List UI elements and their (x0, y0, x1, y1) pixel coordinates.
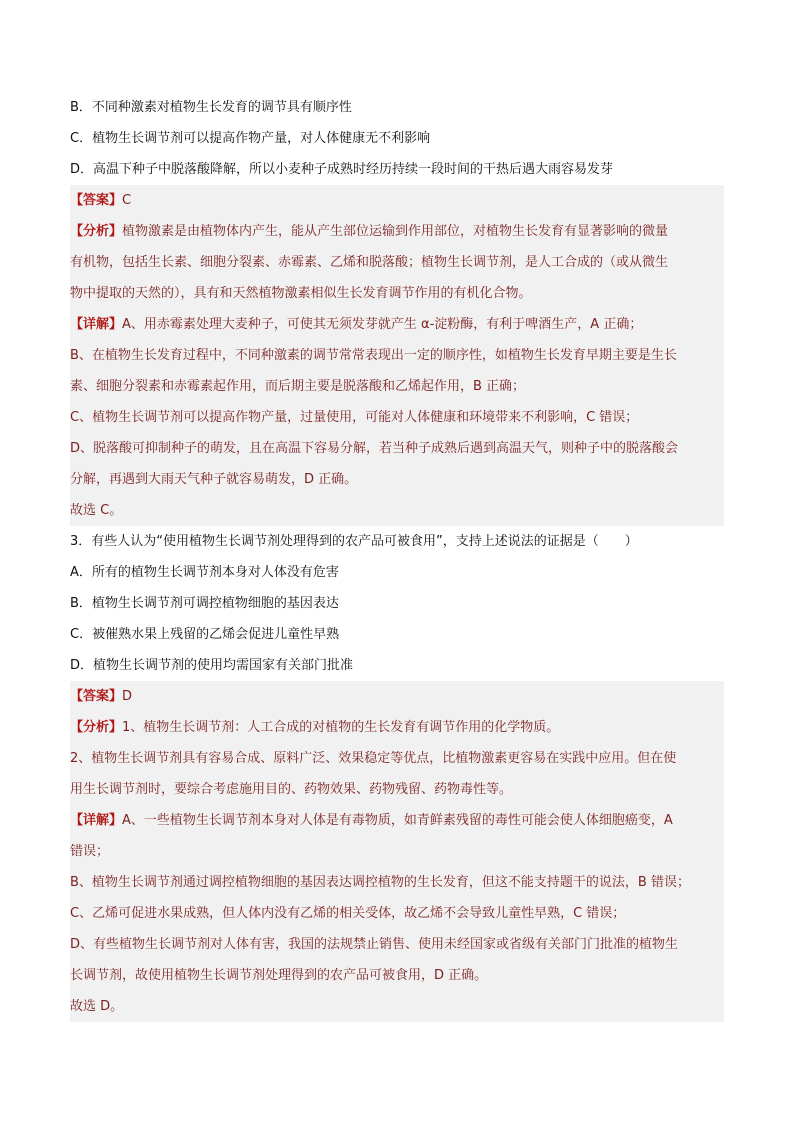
q3-detail-line-1 (70, 805, 724, 836)
q2-analysis-line-1 (70, 216, 724, 247)
q2-options (70, 92, 724, 185)
q2-option-c: C．植物生长调节剂可以提高作物产量，对人体健康无不利影响 (70, 131, 431, 146)
q2-option-b: B．不同种激素对植物生长发育的调节具有顺序性 (70, 100, 352, 115)
q3-detail-line-2: 错误； (70, 844, 110, 859)
q2-analysis-tag: 【分析】 (70, 224, 123, 239)
q3-option-a: A．所有的植物生长调节剂本身对人体没有危害 (70, 565, 339, 580)
q2-detail-text: A、用赤霉素处理大麦种子，可使其无须发芽就产生 α-淀粉酶，有利于啤酒生产，A 正确； (122, 317, 643, 332)
q2-option-d: D．高温下种子中脱落酸降解，所以小麦种子成熟时经历持续一段时间的干热后遇大雨容易发芽 (70, 162, 614, 177)
q2-answer-tag: 【答案】 (70, 193, 123, 208)
q3-analysis-tag: 【分析】 (70, 720, 123, 735)
q3-explanation-block (70, 681, 724, 1022)
q3-detail-text: A、一些植物生长调节剂本身对人体是有毒物质，如青鲜素残留的毒性可能会使人体细胞癌变，A (122, 813, 673, 828)
q3-question (70, 526, 724, 681)
q2-explanation-block (70, 185, 724, 526)
q3-option-d: D．植物生长调节剂的使用均需国家有关部门批准 (70, 658, 354, 673)
q2-detail-line-2: B、在植物生长发育过程中，不同种激素的调节常常表现出一定的顺序性，如植物生长发育早期主要是生长 (70, 348, 677, 363)
q2-detail-line-7: 故选 C。 (70, 503, 123, 518)
q2-detail-line-3: 素、细胞分裂素和赤霉素起作用，而后期主要是脱落酸和乙烯起作用，B 正确； (70, 379, 526, 394)
q3-analysis-text: 1、植物生长调节剂：人工合成的对植物的生长发育有调节作用的化学物质。 (122, 720, 560, 735)
q3-detail-line-4: C、乙烯可促进水果成熟，但人体内没有乙烯的相关受体，故乙烯不会导致儿童性早熟，C 错误； (70, 906, 626, 921)
q3-analysis-line-2: 2、植物生长调节剂具有容易合成、原料广泛、效果稳定等优点，比植物激素更容易在实践中应用。但在使 (70, 751, 677, 766)
q2-analysis-line-3: 物中提取的天然的），具有和天然植物激素相似生长发育调节作用的有机化合物。 (70, 286, 532, 301)
q2-analysis-text: 植物激素是由植物体内产生，能从产生部位运输到作用部位，对植物生长发育有显著影响的微量 (122, 224, 669, 239)
document-page (70, 92, 724, 1022)
q3-detail-line-6: 长调节剂，故使用植物生长调节剂处理得到的农产品可被食用，D 正确。 (70, 968, 488, 983)
q3-stem: 3．有些人认为“使用植物生长调节剂处理得到的农产品可被食用”，支持上述说法的证据是（ ） (70, 534, 638, 549)
q3-detail-line-3: B、植物生长调节剂通过调控植物细胞的基因表达调控植物的生长发育，但这不能支持题干的说法，B 错误； (70, 875, 690, 890)
q2-answer-text: C (122, 193, 132, 208)
q2-detail-tag: 【详解】 (70, 317, 123, 332)
q2-detail-line-6: 分解，再遇到大雨天气种子就容易萌发，D 正确。 (70, 472, 358, 487)
q3-detail-line-7: 故选 D。 (70, 999, 124, 1014)
q3-detail-line-5: D、有些植物生长调节剂对人体有害，我国的法规禁止销售、使用未经国家或省级有关部门门批准的植物生 (70, 937, 679, 952)
q2-detail-line-5: D、脱落酸可抑制种子的萌发，且在高温下容易分解，若当种子成熟后遇到高温天气，则种子中的脱落酸会 (70, 441, 679, 456)
q2-analysis-line-2: 有机物，包括生长素、细胞分裂素、赤霉素、乙烯和脱落酸；植物生长调节剂，是人工合成的（或从微生 (70, 255, 669, 270)
q3-analysis-line-1 (70, 712, 724, 743)
q2-detail-line-1 (70, 309, 724, 340)
q3-detail-tag: 【详解】 (70, 813, 123, 828)
q2-answer (70, 185, 724, 216)
q3-answer (70, 681, 724, 712)
q3-analysis-line-3: 用生长调节剂时，要综合考虑施用目的、药物效果、药物残留、药物毒性等。 (70, 782, 513, 797)
q2-detail-line-4: C、植物生长调节剂可以提高作物产量，过量使用，可能对人体健康和环境带来不利影响，C 错误； (70, 410, 639, 425)
q3-answer-text: D (122, 689, 133, 704)
q3-option-c: C．被催熟水果上残留的乙烯会促进儿童性早熟 (70, 627, 340, 642)
q3-option-b: B．植物生长调节剂可调控植物细胞的基因表达 (70, 596, 339, 611)
q3-answer-tag: 【答案】 (70, 689, 123, 704)
